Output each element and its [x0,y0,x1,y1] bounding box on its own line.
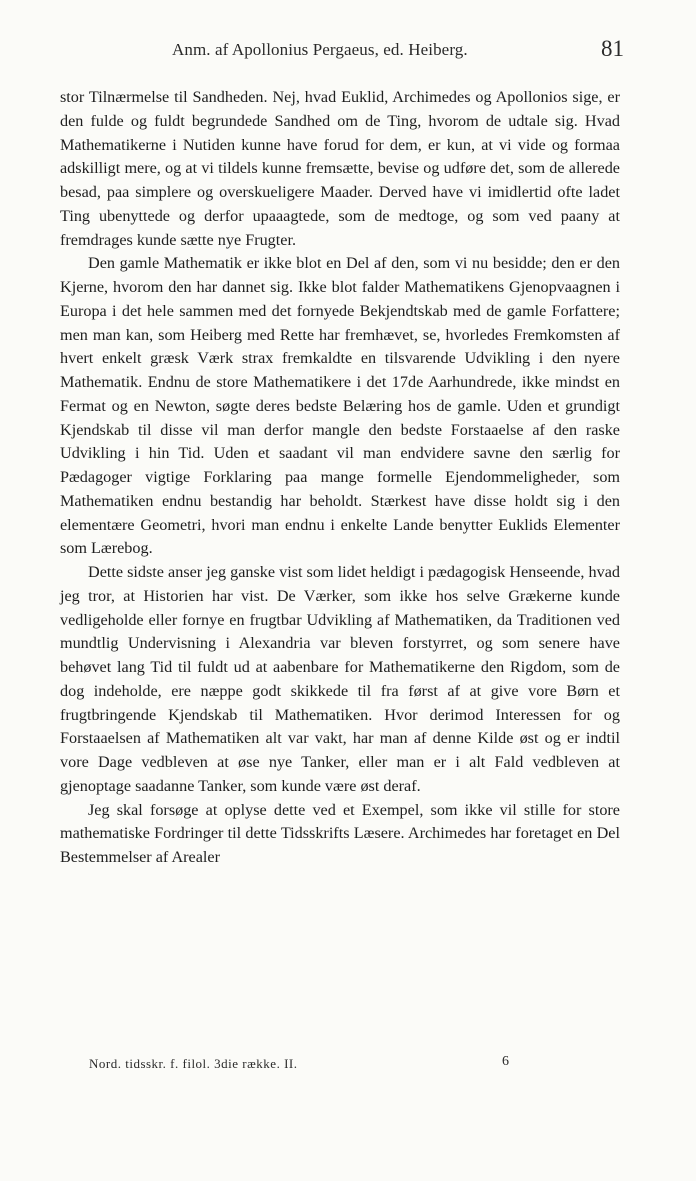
paragraph-3: Dette sidste anser jeg ganske vist som lidet heldigt i pædagogisk Henseende, hvad jeg tror, at Historien har vist. De Værker, som ikke hos selve Grækerne kunde vedligeholde eller fornye en frugtbar Udvikling af Mathematiken, da Traditionen ved mundtlig Undervisning i Alexandria var bleven forstyrret, og som senere have behøvet lang Tid til fuldt ud at aabenbare for Mathematikerne den Rigdom, som de dog indeholde, ere næppe godt skikkede til fra først af at give vore Børn et frugtbringende Kjendskab til Mathematiken. Hvor derimod Interessen for og Forstaaelsen af Mathematiken alt var vakt, har man af denne Kilde øst og er indtil vore Dage vedbleven at øse nye Tanker, eller man er i alt Fald vedbleven at gjenoptage saadanne Tanker, som kunde være øst deraf. [60,563,620,795]
running-head [54,36,624,66]
paragraph-2: Den gamle Mathematik er ikke blot en Del af den, som vi nu besidde; den er den Kjerne, hvorom den har dannet sig. Ikke blot falder Mathematikens Gjenopvaagnen i Europa i det hele sammen med det fornyede Bekjendtskab med de gamle Forfattere; men man kan, som Heiberg med Rette har fremhævet, se, hvorledes Fremkomsten af hvert enkelt græsk Værk strax fremkaldte en tilsvarende Udvikling i den nyere Mathematik. Endnu de store Mathematikere i det 17de Aarhundrede, ikke mindst en Fermat og en Newton, søgte deres bedste Belæring hos de gamle. Uden et grundigt Kjendskab til disse vil man derfor mangle den bedste Forstaaelse af den raske Udvikling i hin Tid. Uden et saadant vil man endvidere savne den særlig for Pædagoger vigtige Forklaring paa mange formelle Ejendommeligheder, som Mathematiken endnu bestandig har beholdt. Stærkest have disse holdt sig i den elementære Geometri, hvori man endnu i enkelte Lande benytter Euklids Elementer som Lærebog. [60,254,620,558]
sheet-number: 6 [502,1054,509,1069]
page-number: 81 [601,36,624,61]
journal-signature: Nord. tidsskr. f. filol. 3die række. II. [89,1056,298,1071]
footer [89,1056,509,1076]
running-title: Anm. af Apollonius Pergaeus, ed. Heiberg. [172,40,468,59]
body-text [60,86,620,870]
paragraph-4: Jeg skal forsøge at oplyse dette ved et Exempel, som ikke vil stille for store mathematiske Fordringer til dette Tidsskrifts Læsere. Archimedes har foretaget en Del Bestemmelser af Arealer [60,800,620,866]
paragraph-1: stor Tilnærmelse til Sandheden. Nej, hvad Euklid, Archimedes og Apollonios sige, er den fulde og fuldt begrundede Sandhed om de Ting, hvorom de udtale sig. Hvad Mathematikerne i Nutiden kunne have forud for dem, er kun, at vi vide og formaa adskilligt mere, og at vi tildels kunne fremsætte, bevise og udføre det, som de allerede besad, paa simplere og overskueligere Maader. Derved have vi imidlertid ofte ladet Ting ubenyttede og derfor upaaagtede, som de medtoge, og som ved paany at fremdrages kunde sætte nye Frugter. [60,88,620,249]
